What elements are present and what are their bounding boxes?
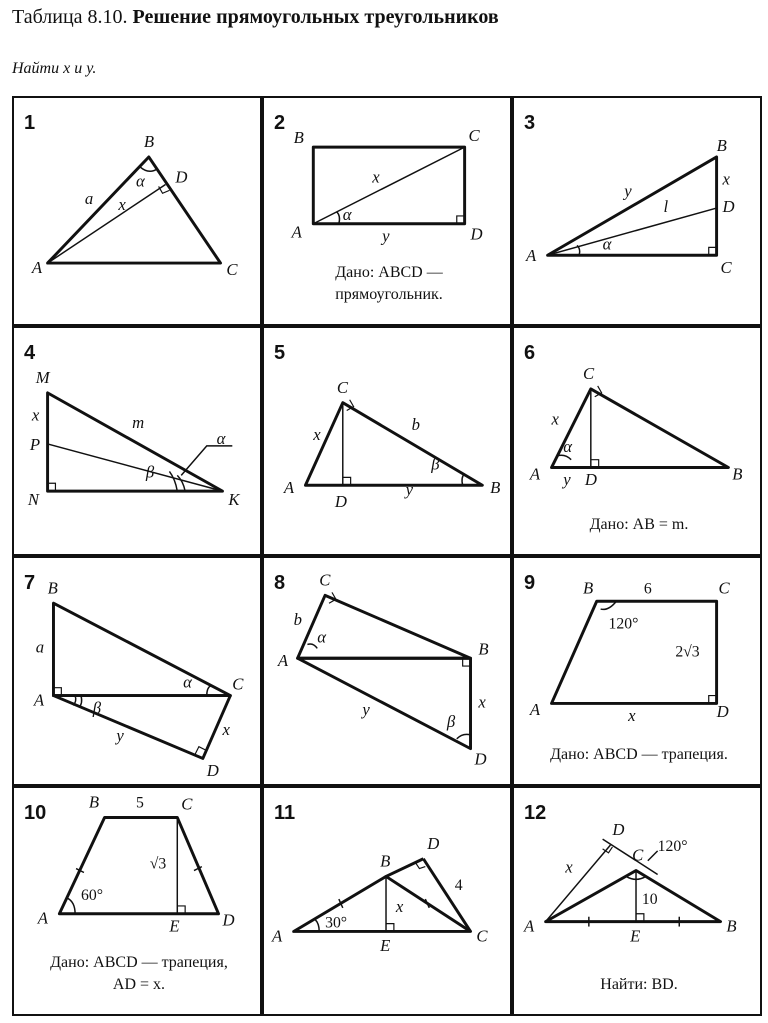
problem-number: 6 xyxy=(524,342,536,364)
vertex-label: D xyxy=(222,910,235,930)
side-label: x xyxy=(395,896,404,916)
problem-cell-11 xyxy=(262,786,512,1016)
vertex-label: D xyxy=(175,167,188,187)
angle-label: α xyxy=(183,672,192,692)
angle-label: β xyxy=(446,712,456,732)
vertex-label: M xyxy=(35,368,50,388)
angle-label: 120° xyxy=(608,615,639,633)
angle-label: α xyxy=(317,627,327,647)
side-label: 6 xyxy=(643,580,652,598)
given-note: Дано: ABCD — xyxy=(335,264,443,281)
angle-label: β xyxy=(92,698,102,718)
problem-grid xyxy=(12,96,762,1016)
vertex-label: B xyxy=(293,128,304,148)
side-label: y xyxy=(405,480,414,500)
side-label: y xyxy=(624,181,632,201)
side-label: √3 xyxy=(149,855,167,873)
vertex-label: C xyxy=(226,259,238,279)
title-prefix: Таблица 8.10. xyxy=(12,6,128,28)
problem-number: 11 xyxy=(274,802,296,824)
vertex-label: D xyxy=(427,833,440,853)
angle-label: 120° xyxy=(657,837,688,855)
given-note-2: прямоугольник. xyxy=(335,286,443,303)
vertex-label: B xyxy=(478,639,489,659)
angle-label: α xyxy=(563,436,573,456)
vertex-label: A xyxy=(277,651,289,671)
vertex-label: D xyxy=(470,224,483,244)
side-label: 5 xyxy=(136,794,144,812)
vertex-label: P xyxy=(29,434,41,454)
side-label: y xyxy=(382,226,390,246)
problem-cell-2 xyxy=(262,96,512,326)
vertex-label: D xyxy=(716,702,729,722)
angle-label: α xyxy=(136,171,145,191)
page-title xyxy=(12,6,499,29)
angle-label: β xyxy=(431,454,440,474)
problem-cell-8 xyxy=(262,556,512,786)
vertex-label: C xyxy=(718,578,730,598)
side-label: x xyxy=(722,169,730,189)
vertex-label: A xyxy=(31,257,43,277)
side-label: x xyxy=(628,706,636,726)
side-label: 2√3 xyxy=(675,643,700,661)
given-note-2: AD = x. xyxy=(112,976,166,993)
vertex-label: B xyxy=(47,578,58,598)
side-label: y xyxy=(116,725,124,745)
vertex-label: B xyxy=(582,578,594,598)
vertex-label: C xyxy=(468,126,480,146)
angle-label: α xyxy=(216,428,226,448)
problem-cell-12 xyxy=(512,786,762,1016)
triangle-diagram-5 xyxy=(264,328,510,554)
angle-label: α xyxy=(602,234,612,254)
vertex-label: A xyxy=(37,908,48,928)
vertex-label: A xyxy=(33,690,45,710)
problem-cell-7 xyxy=(12,556,262,786)
angle-label: β xyxy=(145,462,155,482)
problem-number: 8 xyxy=(274,572,286,594)
angle-label: 30° xyxy=(325,914,348,932)
side-label: b xyxy=(411,415,420,435)
angle-label: α xyxy=(342,204,352,224)
task-text: Найти x и y. xyxy=(12,60,97,77)
side-label: x xyxy=(372,167,380,187)
vertex-label: B xyxy=(490,478,501,498)
triangle-diagram-3 xyxy=(514,98,760,324)
side-label: x xyxy=(118,195,126,215)
vertex-label: A xyxy=(529,700,541,720)
vertex-label: D xyxy=(206,761,219,781)
problem-cell-6 xyxy=(512,326,762,556)
vertex-label: A xyxy=(524,916,535,936)
vertex-label: B xyxy=(88,792,100,812)
vertex-label: D xyxy=(722,196,735,216)
side-label: l xyxy=(663,196,669,216)
vertex-label: B xyxy=(726,916,737,936)
given-note: Найти: BD. xyxy=(600,976,678,993)
vertex-label: C xyxy=(232,674,244,694)
vertex-label: A xyxy=(529,464,541,484)
vertex-label: C xyxy=(336,377,349,397)
vertex-label: A xyxy=(525,246,537,266)
vertex-label: E xyxy=(630,926,641,946)
problem-number: 3 xyxy=(524,112,536,134)
problem-cell-5 xyxy=(262,326,512,556)
vertex-label: A xyxy=(272,926,283,946)
problem-number: 12 xyxy=(524,802,547,824)
vertex-label: C xyxy=(476,926,488,946)
side-label: x xyxy=(565,857,573,877)
figure-diagram-8 xyxy=(264,558,510,784)
vertex-label: E xyxy=(380,936,391,956)
side-label: x xyxy=(31,405,40,425)
vertex-label: A xyxy=(283,478,295,498)
problem-number: 2 xyxy=(274,112,286,134)
problem-cell-3 xyxy=(512,96,762,326)
side-label: 10 xyxy=(641,890,658,908)
side-label: m xyxy=(132,413,145,433)
triangle-diagram-1 xyxy=(14,98,260,324)
problem-number: 9 xyxy=(524,572,536,594)
vertex-label: K xyxy=(228,489,240,509)
vertex-label: N xyxy=(27,489,40,509)
problem-cell-10 xyxy=(12,786,262,1016)
problem-cell-4 xyxy=(12,326,262,556)
problem-number: 7 xyxy=(24,572,36,594)
vertex-label: D xyxy=(612,820,625,840)
problem-number: 1 xyxy=(24,112,36,134)
vertex-label: B xyxy=(732,464,743,484)
angle-label: 60° xyxy=(80,887,104,905)
vertex-label: B xyxy=(380,851,391,871)
vertex-label: E xyxy=(169,916,180,936)
vertex-label: B xyxy=(716,136,727,156)
figure-diagram-11 xyxy=(264,788,510,1014)
vertex-label: B xyxy=(143,132,155,152)
problem-number: 5 xyxy=(274,342,286,364)
problem-cell-1 xyxy=(12,96,262,326)
problem-number: 4 xyxy=(24,342,36,364)
given-note: Дано: AB = m. xyxy=(589,516,689,533)
side-label: 4 xyxy=(454,877,463,895)
figure-diagram-7 xyxy=(14,558,260,784)
vertex-label: C xyxy=(632,845,644,865)
title-bold: Решение прямоугольных треугольников xyxy=(132,6,499,28)
vertex-label: D xyxy=(474,749,487,769)
given-note: Дано: ABCD — трапеция. xyxy=(550,746,728,763)
side-label: x xyxy=(478,692,486,712)
problem-number: 10 xyxy=(24,802,47,824)
side-label: x xyxy=(551,409,559,429)
vertex-label: A xyxy=(291,222,302,242)
vertex-label: C xyxy=(181,794,193,814)
side-label: y xyxy=(563,470,571,490)
triangle-diagram-4 xyxy=(14,328,260,554)
problem-cell-9 xyxy=(512,556,762,786)
side-label: x xyxy=(222,719,230,739)
side-label: x xyxy=(313,425,321,445)
vertex-label: C xyxy=(720,257,732,277)
side-label: b xyxy=(293,609,302,629)
vertex-label: D xyxy=(334,491,347,511)
side-label: a xyxy=(84,189,94,209)
given-note: Дано: ABCD — трапеция, xyxy=(50,954,228,971)
side-label: a xyxy=(35,637,45,657)
vertex-label: C xyxy=(582,364,595,384)
vertex-label: D xyxy=(584,470,597,490)
vertex-label: C xyxy=(319,570,331,590)
side-label: y xyxy=(362,700,370,720)
